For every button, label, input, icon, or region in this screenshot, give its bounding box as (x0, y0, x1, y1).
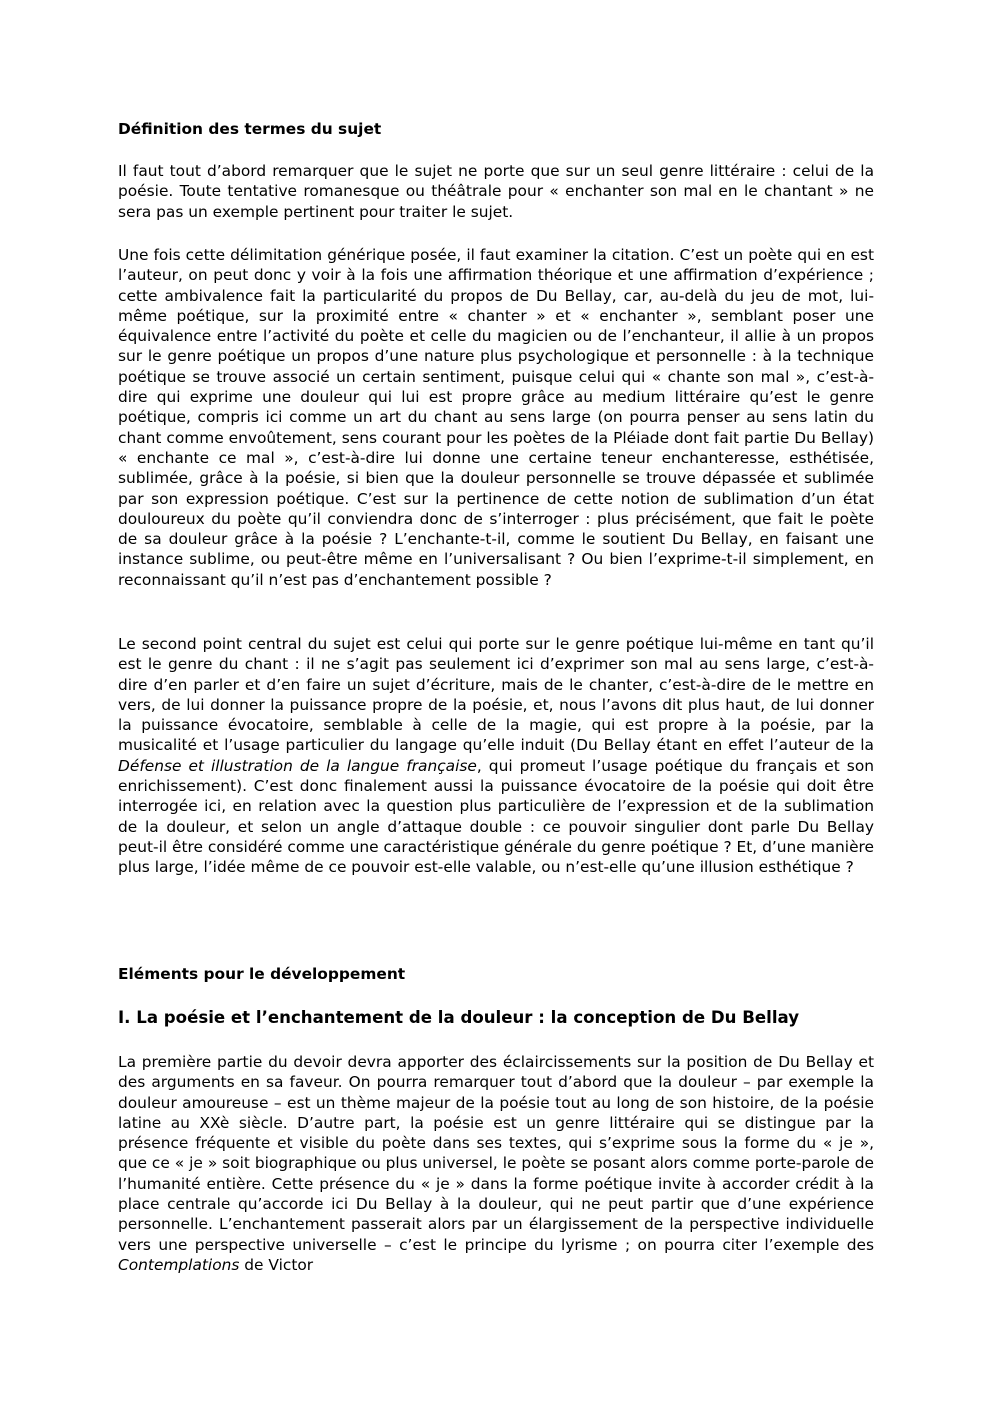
section-heading-definition: Définition des termes du sujet (118, 120, 382, 138)
paragraph-premiere-partie (118, 1052, 874, 1275)
part-heading-one: I. La poésie et l’enchantement de la douleur : la conception de Du Bellay (118, 1008, 800, 1027)
paragraph-chant (118, 634, 874, 878)
section-heading-elements: Eléments pour le développement (118, 965, 406, 983)
paragraph-premiere-partie-text-1: La première partie du devoir devra apporter des éclaircissements sur la position de Du Bellay et des arguments en sa faveur. On pourra remarquer tout d’abord que la douleur – par exemple la douleur amoureuse – est un thème majeur de la poésie tout au long de son histoire, de la poésie latine au XXè siècle. D’autre part, la poésie est un genre littéraire qui se distingue par la présence fréquente et visible du poète dans ses textes, qui s’exprime sous la forme du « je », que ce « je » soit biographique ou plus universel, le poète se posant alors comme porte-parole de l’humanité entière. Cette présence du « je » dans la forme poétique invite à accorder crédit à la place centrale qu’accorde ici Du Bellay à la douleur, qui ne peut partir que d’une expérience personnelle. L’enchantement passerait alors par un élargissement de la perspective individuelle vers une perspective universelle – c’est le principe du lyrisme ; on pourra citer l’exemple des (118, 1053, 874, 1254)
paragraph-genre: Il faut tout d’abord remarquer que le sujet ne porte que sur un seul genre littéraire : celui de la poésie. Toute tentative romanesque ou théâtrale pour « enchanter son mal en le chantant » ne sera pas un exemple pertinent pour traiter le sujet. (118, 162, 874, 221)
paragraph-chant-text-1: Le second point central du sujet est celui qui porte sur le genre poétique lui-même en tant qu’il est le genre du chant : il ne s’agit pas seulement ici d’exprimer son mal au sens large, c’est-à-dire d’en parler et d’en faire un sujet d’écriture, mais de le chanter, c’est-à-dire de le mettre en vers, de lui donner la puissance propre de la poésie, et, nous l’avons dit plus haut, de lui donner la puissance évocatoire, semblable à celle de la magie, qui est propre à la poésie, par la musicalité et l’usage particulier du langage qu’elle induit (Du Bellay étant en effet l’auteur de la (118, 635, 874, 755)
paragraph-citation: Une fois cette délimitation générique posée, il faut examiner la citation. C’est un poète qui en est l’auteur, on peut donc y voir à la fois une affirmation théorique et une affirmation d’expérience ; cette ambivalence fait la particularité du propos de Du Bellay, car, au-delà du jeu de mot, lui-même poétique, sur la proximité entre « chanter » et « enchanter », semblant poser une équivalence entre l’activité du poète et celle du magicien ou de l’enchanteur, il allie à un propos sur le genre poétique un propos d’une nature plus psychologique et personnelle : à la technique poétique se trouve associé un certain sentiment, puisque celui qui « chante son mal », c’est-à-dire qui exprime une douleur qui lui est propre grâce au medium littéraire qu’est le genre poétique, compris ici comme un art du chant au sens large (on pourra penser au sens latin du chant comme envoûtement, sens courant pour les poètes de la Pléiade dont fait partie Du Bellay) « enchante ce mal », c’est-à-dire lui donne une certaine teneur enchanteresse, esthétisée, sublimée, grâce à la poésie, si bien que la douleur personnelle se trouve dépassée et sublimée par son expression poétique. C’est sur la pertinence de cette notion de sublimation d’un état douloureux du poète qu’il conviendra donc de s’interroger : plus précisément, que fait le poète de sa douleur grâce à la poésie ? L’enchante-t-il, comme le soutient Du Bellay, en faisant une instance sublime, ou peut-être même en l’universalisant ? Ou bien l’exprime-t-il simplement, en reconnaissant qu’il n’est pas d’enchantement possible ? (118, 246, 874, 589)
paragraph-premiere-partie-text-2: de Victor (239, 1255, 314, 1274)
book-title-contemplations: Contemplations (118, 1255, 240, 1274)
paragraph-chant-text-2: , qui promeut l’usage poétique du français et son enrichissement). C’est donc finalement aussi la puissance évocatoire de la poésie qui doit être interrogée ici, en relation avec la question plus particulière de l’expression et de la sublimation de la douleur, et selon un angle d’attaque double : ce pouvoir singulier dont parle Du Bellay peut-il être considéré comme une caractéristique générale du genre poétique ? Et, d’une manière plus large, l’idée même de ce pouvoir est-elle valable, ou n’est-elle qu’une illusion esthétique ? (118, 756, 874, 877)
book-title-defense: Défense et illustration de la langue française (118, 756, 477, 775)
